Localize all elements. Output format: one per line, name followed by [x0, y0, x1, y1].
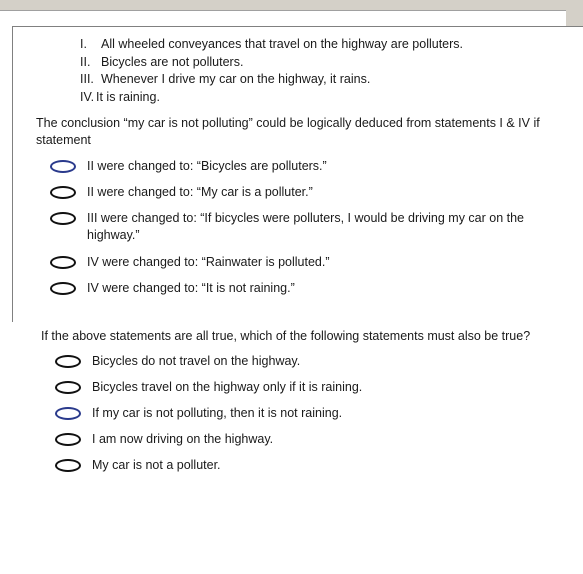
question2-stem: If the above statements are all true, which of the following statements must also be true? [41, 329, 531, 343]
question1-option-3[interactable] [50, 210, 557, 244]
premise-text: Bicycles are not polluters. [101, 54, 244, 69]
option-label: IV were changed to: “Rainwater is polluted.” [87, 255, 330, 269]
premise-text: Whenever I drive my car on the highway, it rains. [101, 72, 371, 86]
option-label: III were changed to: “If bicycles were polluters, I would be driving my car on the highway.” [87, 211, 525, 242]
question2-option-3[interactable] [55, 405, 342, 422]
radio-button[interactable] [50, 212, 76, 225]
radio-button[interactable] [55, 381, 81, 394]
option-label: My car is not a polluter. [92, 458, 221, 472]
question1-option-1[interactable] [50, 158, 557, 175]
premise-numeral: IV. [80, 89, 95, 104]
radio-button[interactable] [55, 355, 81, 368]
radio-button[interactable] [55, 459, 81, 472]
radio-button[interactable] [50, 256, 76, 269]
premise-text: It is raining. [96, 89, 160, 104]
window-top-bar [0, 0, 583, 11]
radio-button[interactable] [50, 282, 76, 295]
question2-option-1[interactable] [55, 353, 300, 370]
question1-option-4[interactable] [50, 254, 557, 271]
option-label: If my car is not polluting, then it is not raining. [92, 406, 343, 420]
premise-item [80, 71, 463, 89]
question1-stem: The conclusion “my car is not polluting” could be logically deduced from statements I & IV if statement [36, 116, 540, 147]
premise-numeral: I. [80, 37, 87, 51]
option-label: II were changed to: “Bicycles are polluters.” [87, 159, 327, 173]
premise-item [80, 54, 463, 72]
premise-text: All wheeled conveyances that travel on the highway are polluters. [101, 37, 464, 51]
option-label: Bicycles do not travel on the highway. [92, 354, 301, 368]
radio-button[interactable] [50, 186, 76, 199]
scrollbar-corner [566, 10, 583, 26]
question1-option-2[interactable] [50, 184, 557, 201]
question1-option-5[interactable] [50, 280, 557, 297]
option-label: IV were changed to: “It is not raining.” [87, 281, 295, 295]
radio-button[interactable] [50, 160, 76, 173]
option-label: I am now driving on the highway. [92, 432, 274, 446]
premises-list [80, 36, 463, 106]
question2-option-2[interactable] [55, 379, 362, 396]
premise-item [80, 89, 463, 107]
premise-item [80, 36, 463, 54]
radio-button[interactable] [55, 407, 81, 420]
question2-option-4[interactable] [55, 431, 273, 448]
option-label: II were changed to: “My car is a polluter.” [87, 185, 313, 199]
premise-numeral: III. [80, 72, 94, 86]
question2-option-5[interactable] [55, 457, 221, 474]
option-label: Bicycles travel on the highway only if it is raining. [92, 380, 363, 394]
radio-button[interactable] [55, 433, 81, 446]
premise-numeral: II. [80, 54, 91, 69]
